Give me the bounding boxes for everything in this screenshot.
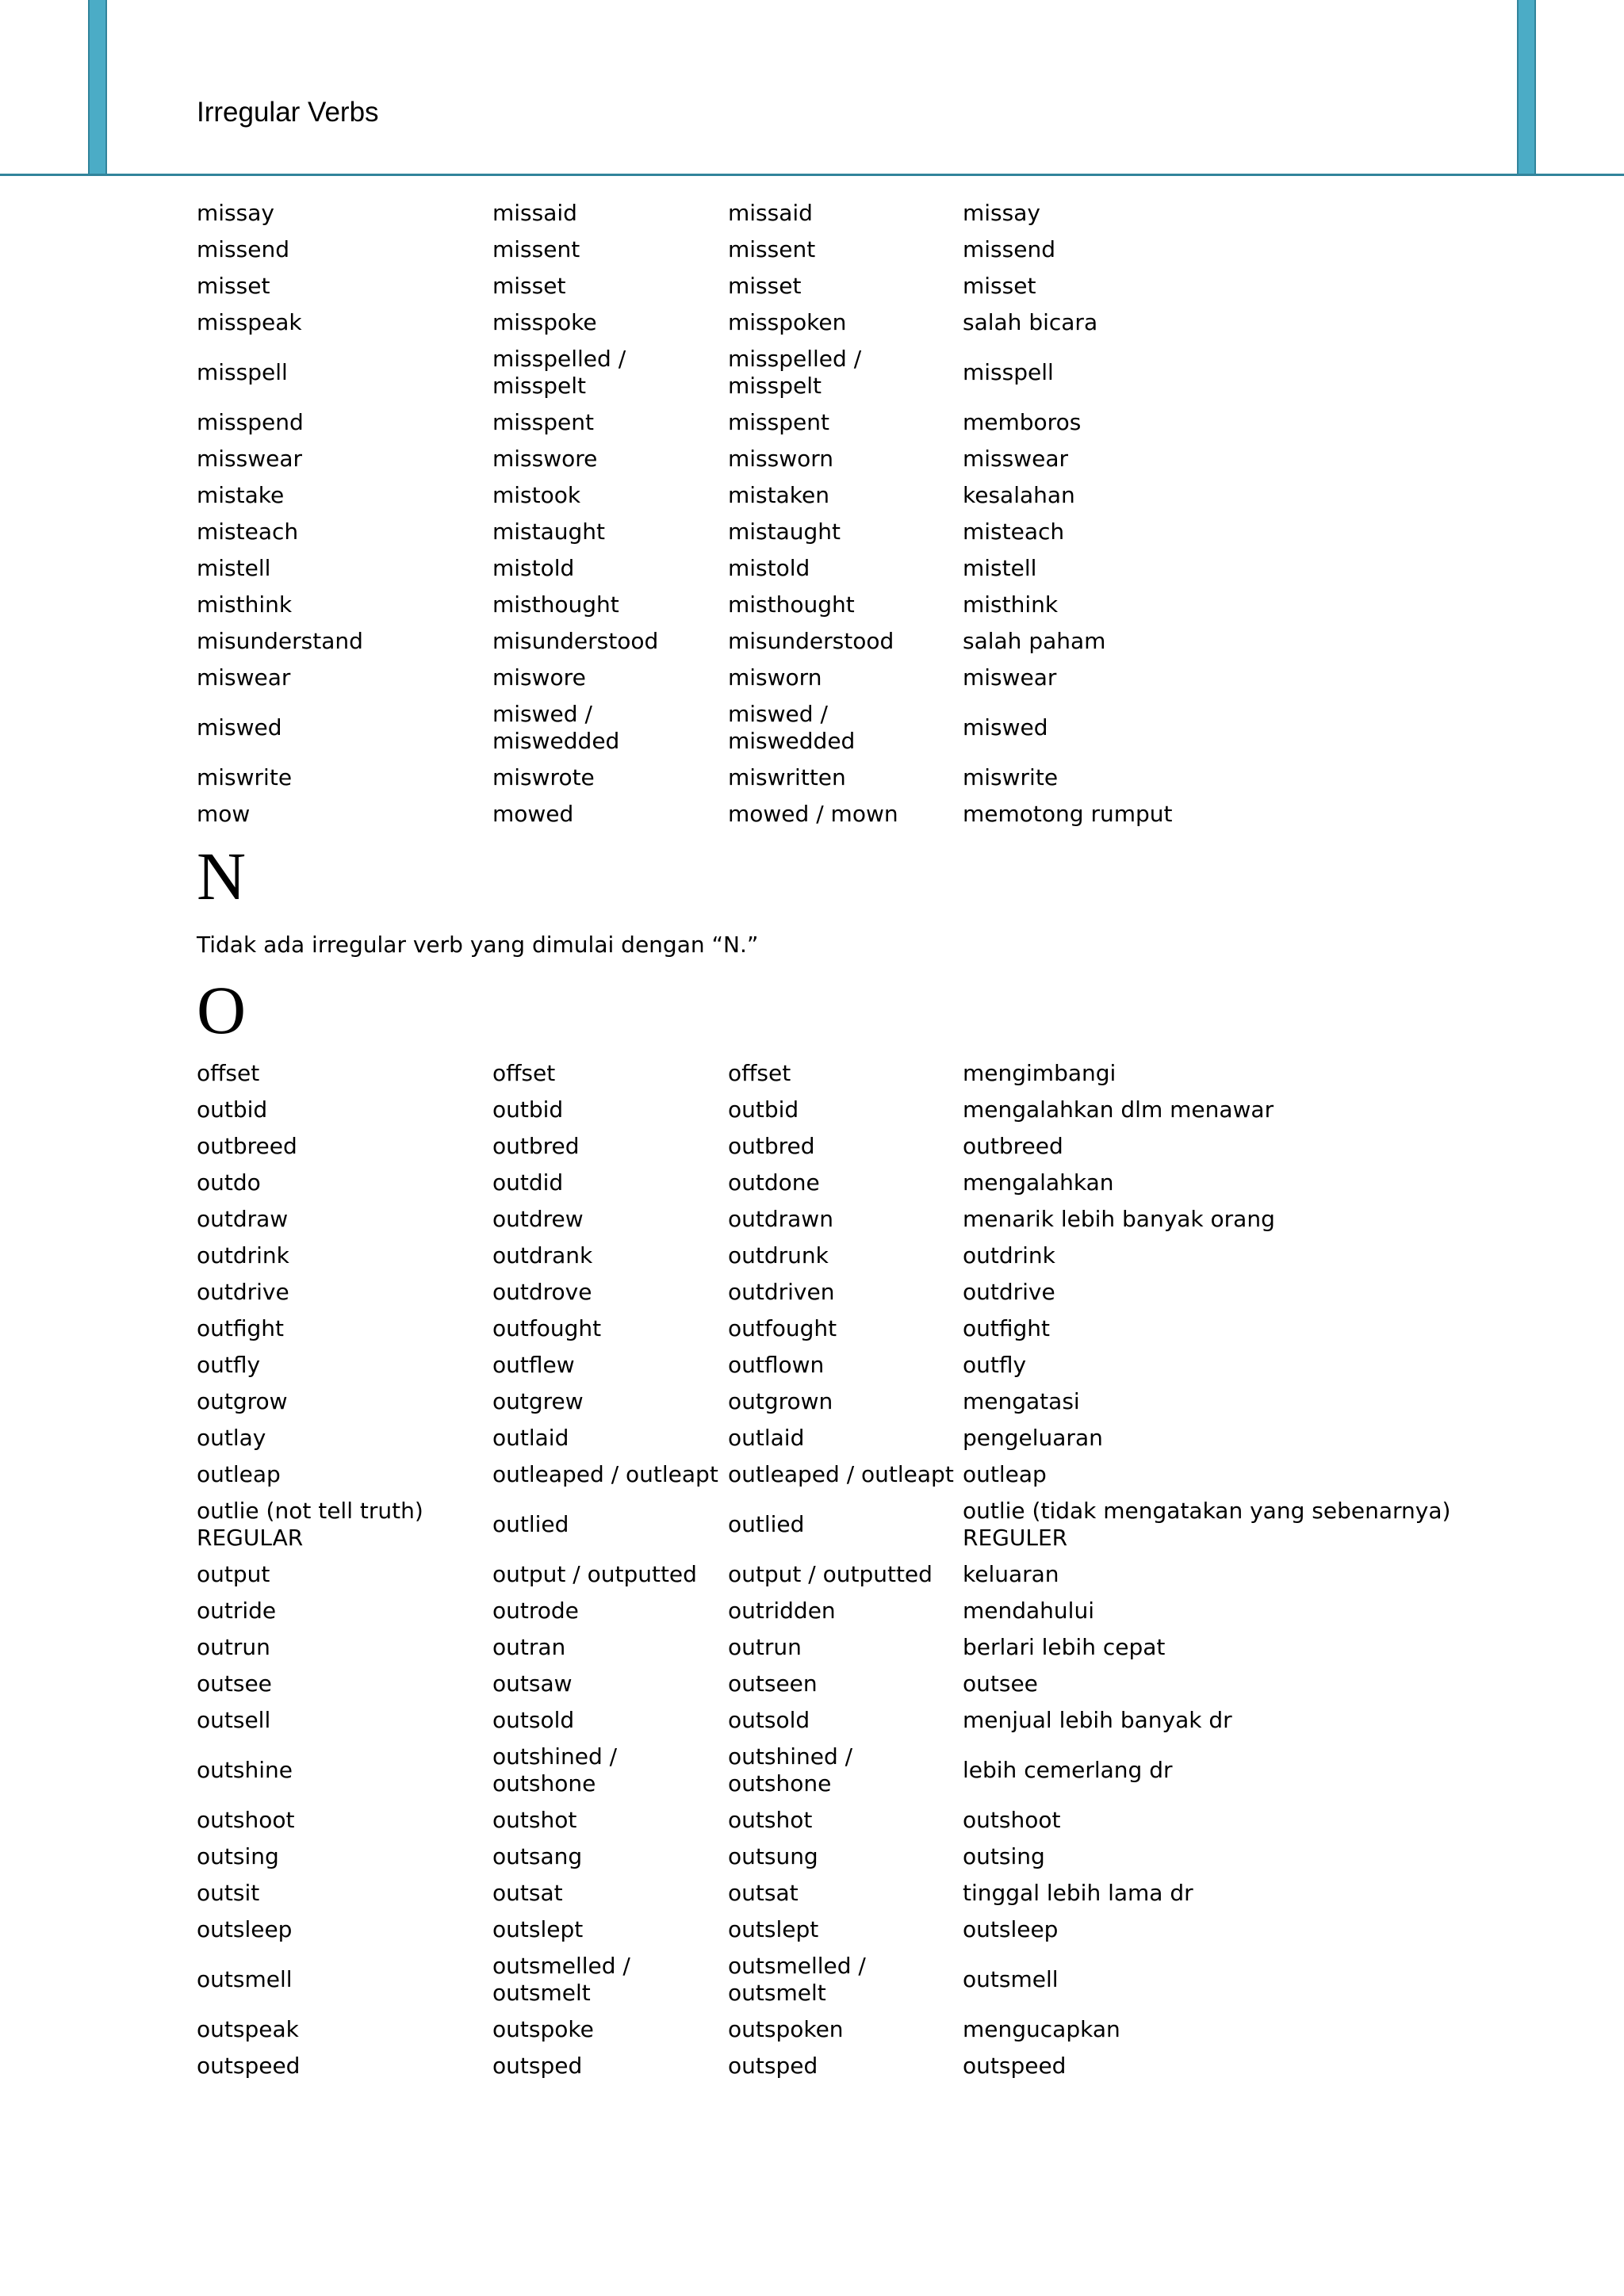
meaning-cell: misswear xyxy=(963,446,1069,472)
past-participle-cell: misset xyxy=(728,273,802,299)
past-form-cell: outrode xyxy=(492,1598,579,1624)
past-participle-cell: mistaken xyxy=(728,482,829,508)
meaning-cell: outbreed xyxy=(963,1133,1063,1159)
verb-row xyxy=(197,660,1518,696)
verb-row xyxy=(197,1274,1518,1311)
verb-row xyxy=(197,268,1518,304)
past-form-cell: outsaw xyxy=(492,1670,573,1697)
past-participle-cell: outsat xyxy=(728,1880,799,1906)
past-form-cell: outlied xyxy=(492,1511,569,1537)
verb-row xyxy=(197,514,1518,550)
meaning-cell: missend xyxy=(963,236,1055,262)
base-form-cell: outspeak xyxy=(197,2016,299,2042)
base-form-cell: outdrink xyxy=(197,1242,289,1269)
verb-row xyxy=(197,1629,1518,1666)
past-participle-cell: outbred xyxy=(728,1133,815,1159)
past-form-cell: misunderstood xyxy=(492,628,659,654)
base-form-cell: outshine xyxy=(197,1757,293,1783)
meaning-cell: mengatasi xyxy=(963,1388,1080,1414)
meaning-cell: menjual lebih banyak dr xyxy=(963,1707,1232,1733)
header-title: Irregular Verbs xyxy=(197,97,379,128)
base-form-cell: outspeed xyxy=(197,2053,301,2079)
meaning-cell: mengimbangi xyxy=(963,1060,1116,1086)
past-participle-cell: misspoken xyxy=(728,309,847,335)
past-form-cell: mistaught xyxy=(492,519,606,545)
base-form-cell: misspeak xyxy=(197,309,302,335)
past-participle-cell: outshot xyxy=(728,1807,813,1833)
past-form-cell: outsped xyxy=(492,2053,583,2079)
meaning-cell: berlari lebih cepat xyxy=(963,1634,1166,1660)
past-participle-cell: misspelled / misspelt xyxy=(728,346,862,399)
meaning-cell: mendahului xyxy=(963,1598,1094,1624)
past-participle-cell: outshined / outshone xyxy=(728,1743,853,1797)
base-form-cell: outdrive xyxy=(197,1279,289,1305)
verb-table-o xyxy=(197,1055,1518,2084)
past-form-cell: outfought xyxy=(492,1315,602,1341)
meaning-cell: lebih cemerlang dr xyxy=(963,1757,1173,1783)
meaning-cell: kesalahan xyxy=(963,482,1075,508)
base-form-cell: outrun xyxy=(197,1634,270,1660)
past-participle-cell: output / outputted xyxy=(728,1561,933,1587)
verb-row xyxy=(197,1165,1518,1201)
past-form-cell: outshined / outshone xyxy=(492,1743,618,1797)
past-form-cell: outslept xyxy=(492,1916,584,1942)
past-participle-cell: outdrawn xyxy=(728,1206,833,1232)
base-form-cell: outbreed xyxy=(197,1133,297,1159)
past-form-cell: outspoke xyxy=(492,2016,594,2042)
past-participle-cell: outridden xyxy=(728,1598,836,1624)
base-form-cell: missend xyxy=(197,236,289,262)
verb-row xyxy=(197,623,1518,660)
verb-row xyxy=(197,2048,1518,2084)
section-n-note: Tidak ada irregular verb yang dimulai dengan “N.” xyxy=(197,932,759,958)
meaning-cell: miswrite xyxy=(963,764,1059,790)
base-form-cell: offset xyxy=(197,1060,260,1086)
verb-row xyxy=(197,1311,1518,1347)
base-form-cell: outleap xyxy=(197,1461,281,1487)
past-form-cell: misthought xyxy=(492,591,619,618)
verb-row xyxy=(197,404,1518,441)
past-participle-cell: outdone xyxy=(728,1169,820,1196)
past-form-cell: outleaped / outleapt xyxy=(492,1461,718,1487)
verb-row xyxy=(197,1666,1518,1702)
verb-row xyxy=(197,1739,1518,1802)
past-participle-cell: outseen xyxy=(728,1670,818,1697)
base-form-cell: outsing xyxy=(197,1843,279,1869)
base-form-cell: outgrow xyxy=(197,1388,288,1414)
past-form-cell: outsmelled / outsmelt xyxy=(492,1953,630,2006)
verb-table-o-body xyxy=(197,1055,1518,2084)
past-participle-cell: outsmelled / outsmelt xyxy=(728,1953,866,2006)
verb-row xyxy=(197,696,1518,760)
past-form-cell: output / outputted xyxy=(492,1561,697,1587)
past-form-cell: outsang xyxy=(492,1843,583,1869)
past-form-cell: mistold xyxy=(492,555,575,581)
meaning-cell: mistell xyxy=(963,555,1037,581)
meaning-cell: mengalahkan xyxy=(963,1169,1114,1196)
verb-row xyxy=(197,796,1518,832)
past-form-cell: outshot xyxy=(492,1807,577,1833)
past-participle-cell: offset xyxy=(728,1060,791,1086)
meaning-cell: menarik lebih banyak orang xyxy=(963,1206,1275,1232)
past-participle-cell: outbid xyxy=(728,1096,799,1123)
past-participle-cell: miswritten xyxy=(728,764,846,790)
verb-row xyxy=(197,1556,1518,1593)
verb-table-m xyxy=(197,195,1518,832)
meaning-cell: memboros xyxy=(963,409,1082,435)
past-form-cell: misspoke xyxy=(492,309,597,335)
past-participle-cell: miswed / miswedded xyxy=(728,701,856,754)
verb-row xyxy=(197,1911,1518,1948)
header-rule xyxy=(0,174,1624,176)
verb-row xyxy=(197,2011,1518,2048)
base-form-cell: miswrite xyxy=(197,764,293,790)
base-form-cell: outsleep xyxy=(197,1916,293,1942)
base-form-cell: misspell xyxy=(197,359,288,385)
past-participle-cell: outlaid xyxy=(728,1425,805,1451)
past-participle-cell: missent xyxy=(728,236,816,262)
verb-row xyxy=(197,195,1518,232)
meaning-cell: salah bicara xyxy=(963,309,1098,335)
meaning-cell: tinggal lebih lama dr xyxy=(963,1880,1193,1906)
meaning-cell: miswear xyxy=(963,664,1057,691)
past-form-cell: outlaid xyxy=(492,1425,569,1451)
past-form-cell: outsold xyxy=(492,1707,575,1733)
meaning-cell: misspell xyxy=(963,359,1054,385)
verb-row xyxy=(197,1802,1518,1839)
meaning-cell: outdrink xyxy=(963,1242,1055,1269)
past-form-cell: mistook xyxy=(492,482,581,508)
past-participle-cell: outgrown xyxy=(728,1388,833,1414)
meaning-cell: mengalahkan dlm menawar xyxy=(963,1096,1274,1123)
past-form-cell: miswed / miswedded xyxy=(492,701,620,754)
past-form-cell: outdid xyxy=(492,1169,564,1196)
past-participle-cell: mistold xyxy=(728,555,810,581)
base-form-cell: outdraw xyxy=(197,1206,289,1232)
past-form-cell: missent xyxy=(492,236,580,262)
right-accent-bar xyxy=(1517,0,1536,176)
verb-row xyxy=(197,1875,1518,1911)
base-form-cell: outsee xyxy=(197,1670,272,1697)
meaning-cell: pengeluaran xyxy=(963,1425,1103,1451)
meaning-cell: misteach xyxy=(963,519,1065,545)
past-form-cell: outbid xyxy=(492,1096,564,1123)
verb-row xyxy=(197,550,1518,587)
past-form-cell: miswrote xyxy=(492,764,595,790)
past-participle-cell: outsped xyxy=(728,2053,818,2079)
meaning-cell: outdrive xyxy=(963,1279,1055,1305)
meaning-cell: miswed xyxy=(963,714,1048,740)
verb-row xyxy=(197,304,1518,341)
base-form-cell: misunderstand xyxy=(197,628,363,654)
past-form-cell: misset xyxy=(492,273,566,299)
past-form-cell: offset xyxy=(492,1060,556,1086)
past-form-cell: missaid xyxy=(492,200,577,226)
past-participle-cell: misworn xyxy=(728,664,822,691)
verb-row xyxy=(197,1092,1518,1128)
past-form-cell: misspelled / misspelt xyxy=(492,346,626,399)
past-form-cell: outsat xyxy=(492,1880,563,1906)
base-form-cell: outfly xyxy=(197,1352,261,1378)
base-form-cell: misspend xyxy=(197,409,304,435)
base-form-cell: misswear xyxy=(197,446,303,472)
base-form-cell: outlie (not tell truth) REGULAR xyxy=(197,1498,423,1551)
verb-row xyxy=(197,1055,1518,1092)
past-participle-cell: mistaught xyxy=(728,519,841,545)
past-participle-cell: missworn xyxy=(728,446,834,472)
base-form-cell: outlay xyxy=(197,1425,266,1451)
page-content xyxy=(197,195,1561,2084)
past-form-cell: outran xyxy=(492,1634,566,1660)
left-accent-bar xyxy=(88,0,107,176)
meaning-cell: memotong rumput xyxy=(963,801,1173,827)
verb-row xyxy=(197,1238,1518,1274)
base-form-cell: miswear xyxy=(197,664,291,691)
base-form-cell: outfight xyxy=(197,1315,284,1341)
past-form-cell: mowed xyxy=(492,801,574,827)
past-participle-cell: outrun xyxy=(728,1634,802,1660)
past-form-cell: miswore xyxy=(492,664,586,691)
past-form-cell: outflew xyxy=(492,1352,575,1378)
past-participle-cell: outdriven xyxy=(728,1279,835,1305)
past-form-cell: outdrew xyxy=(492,1206,584,1232)
verb-row xyxy=(197,1493,1518,1556)
base-form-cell: misteach xyxy=(197,519,299,545)
past-participle-cell: outflown xyxy=(728,1352,825,1378)
past-form-cell: outdrove xyxy=(492,1279,592,1305)
base-form-cell: outbid xyxy=(197,1096,268,1123)
verb-row xyxy=(197,1420,1518,1456)
meaning-cell: outspeed xyxy=(963,2053,1067,2079)
verb-row xyxy=(197,760,1518,796)
verb-row xyxy=(197,1347,1518,1383)
past-participle-cell: outdrunk xyxy=(728,1242,829,1269)
past-participle-cell: outsold xyxy=(728,1707,810,1733)
past-participle-cell: outlied xyxy=(728,1511,805,1537)
meaning-cell: outsmell xyxy=(963,1966,1059,1992)
verb-row xyxy=(197,587,1518,623)
verb-row xyxy=(197,1128,1518,1165)
meaning-cell: outsee xyxy=(963,1670,1038,1697)
meaning-cell: outfly xyxy=(963,1352,1027,1378)
section-letter-o: O xyxy=(197,972,247,1048)
verb-row xyxy=(197,341,1518,404)
meaning-cell: misset xyxy=(963,273,1036,299)
past-participle-cell: outleaped / outleapt xyxy=(728,1461,954,1487)
past-form-cell: outgrew xyxy=(492,1388,584,1414)
past-form-cell: outbred xyxy=(492,1133,580,1159)
past-form-cell: misswore xyxy=(492,446,598,472)
meaning-cell: outlie (tidak mengatakan yang sebenarnya) REGULER xyxy=(963,1498,1451,1551)
base-form-cell: outsell xyxy=(197,1707,271,1733)
base-form-cell: outdo xyxy=(197,1169,261,1196)
base-form-cell: mow xyxy=(197,801,251,827)
meaning-cell: misthink xyxy=(963,591,1059,618)
base-form-cell: outride xyxy=(197,1598,277,1624)
base-form-cell: missay xyxy=(197,200,274,226)
meaning-cell: outsing xyxy=(963,1843,1045,1869)
base-form-cell: mistell xyxy=(197,555,271,581)
base-form-cell: mistake xyxy=(197,482,285,508)
past-form-cell: outdrank xyxy=(492,1242,593,1269)
past-participle-cell: outslept xyxy=(728,1916,819,1942)
base-form-cell: output xyxy=(197,1561,270,1587)
past-participle-cell: outfought xyxy=(728,1315,837,1341)
meaning-cell: outleap xyxy=(963,1461,1047,1487)
base-form-cell: misthink xyxy=(197,591,293,618)
section-letter-n: N xyxy=(197,838,247,914)
verb-row xyxy=(197,477,1518,514)
past-participle-cell: misthought xyxy=(728,591,855,618)
verb-row xyxy=(197,1456,1518,1493)
verb-row xyxy=(197,441,1518,477)
meaning-cell: missay xyxy=(963,200,1040,226)
verb-row xyxy=(197,1593,1518,1629)
verb-row xyxy=(197,232,1518,268)
base-form-cell: outshoot xyxy=(197,1807,295,1833)
past-participle-cell: misspent xyxy=(728,409,829,435)
verb-row xyxy=(197,1839,1518,1875)
meaning-cell: mengucapkan xyxy=(963,2016,1120,2042)
past-participle-cell: outspoken xyxy=(728,2016,844,2042)
meaning-cell: keluaran xyxy=(963,1561,1059,1587)
base-form-cell: outsit xyxy=(197,1880,260,1906)
meaning-cell: outfight xyxy=(963,1315,1050,1341)
past-participle-cell: misunderstood xyxy=(728,628,894,654)
meaning-cell: outshoot xyxy=(963,1807,1061,1833)
past-participle-cell: outsung xyxy=(728,1843,818,1869)
past-participle-cell: missaid xyxy=(728,200,813,226)
verb-row xyxy=(197,1383,1518,1420)
meaning-cell: outsleep xyxy=(963,1916,1059,1942)
base-form-cell: misset xyxy=(197,273,270,299)
past-form-cell: misspent xyxy=(492,409,594,435)
verb-table-m-body xyxy=(197,195,1518,832)
meaning-cell: salah paham xyxy=(963,628,1106,654)
verb-row xyxy=(197,1201,1518,1238)
base-form-cell: outsmell xyxy=(197,1966,293,1992)
verb-row xyxy=(197,1702,1518,1739)
past-participle-cell: mowed / mown xyxy=(728,801,898,827)
verb-row xyxy=(197,1948,1518,2011)
base-form-cell: miswed xyxy=(197,714,282,740)
